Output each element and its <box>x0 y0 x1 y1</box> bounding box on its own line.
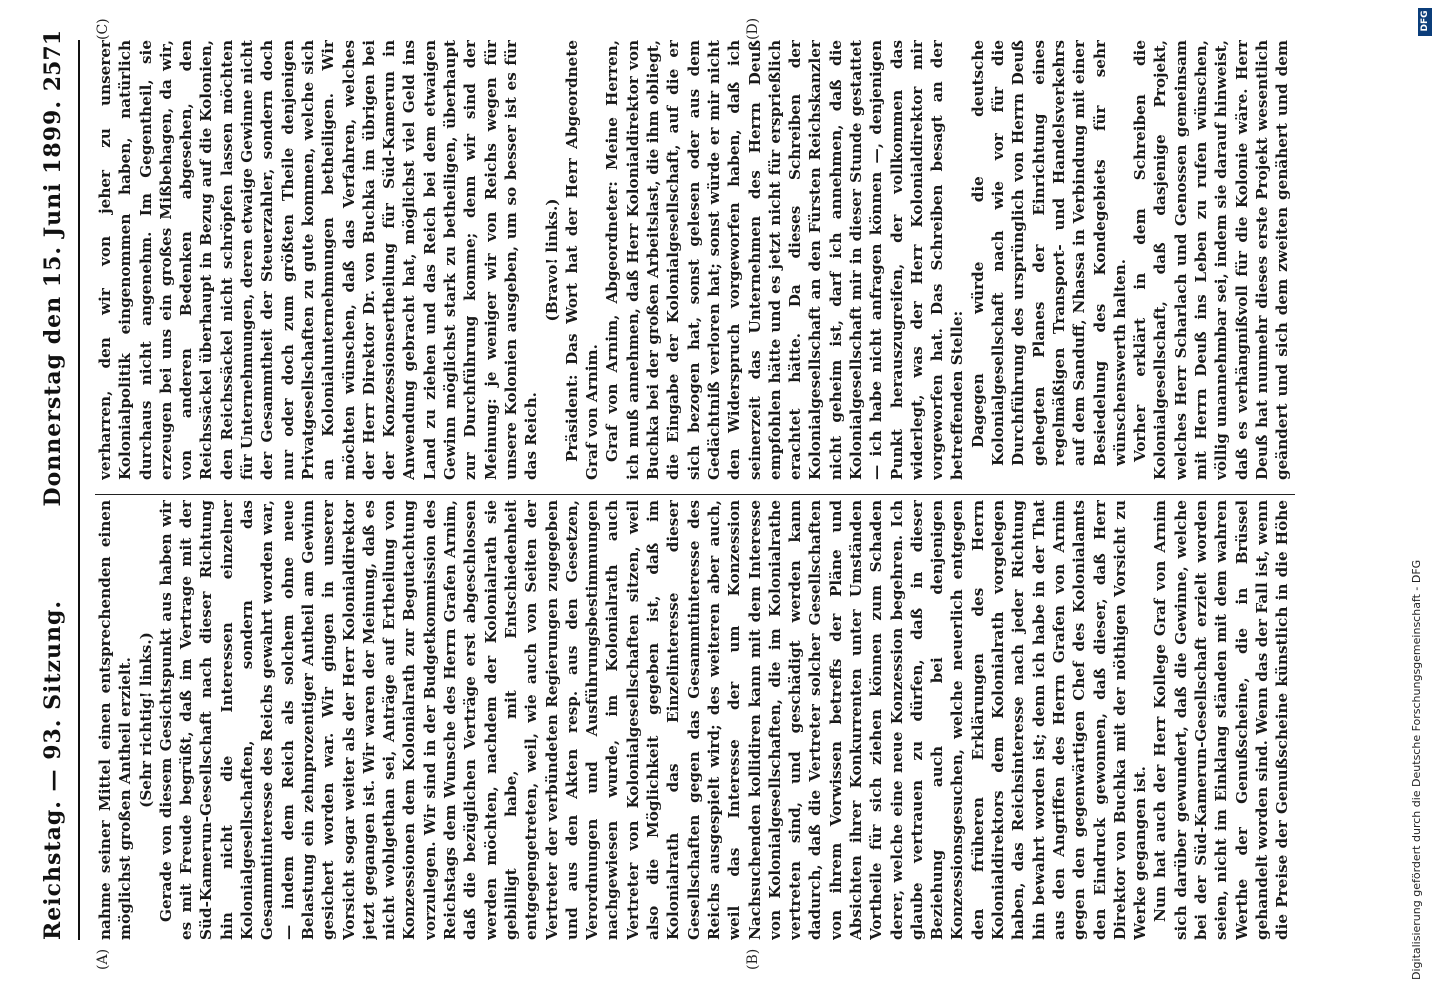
margin-marker-c: (C) <box>95 18 111 40</box>
page-number: 2571 <box>40 30 66 92</box>
margin-marker-b: (B) <box>745 948 761 970</box>
quotation: Dagegen würde die deutsche Kolonialgesellschaft nach wie vor für die Durchführung des ursprünglich von Herrn Deuß gehegten Planes der Einrichtung eines regelmäßigen Transport- und Handelsverkehrs auf dem Sanduff, Nhassa in Verbindung mit einer Besiedelung des Kondegebiets für sehr wünschenswerth halten. <box>968 40 1129 466</box>
interjection: (Sehr richtig! links.) <box>136 632 155 808</box>
paragraph: Präsident: Das Wort hat der Herr Abgeordnete Graf von Arnim. <box>562 40 602 480</box>
margin-marker-d: (D) <box>745 17 761 40</box>
paragraph: Gerade von diesem Gesichtspunkt aus haben wir es mit Freude begrüßt, daß im Vertrage mit der Süd-Kamerun-Gesellschaft nach dieser Richtung hin nicht die Interessen einzelner Kolonialgesellschaften, sondern das Gesammtinteresse des Reichs gewahrt worden war, — indem dem Reich als solchem ohne neue Belastung ein zehnprozentiger Antheil am Gewinn gesichert worden war. Wir gingen in unserer Vorsicht sogar weiter als der Herr Kolonialdirektor jetzt gegangen ist. Wir waren der Meinung, daß es nicht wohlgethan sei, Anträge auf Ertheilung von Konzessionen dem Kolonialrath zur Begutachtung vorzulegen. Wir sind in der Budgetkommission des Reichstags dem Wunsche des Herrn Grafen Arnim, daß die bezüglichen Verträge erst abgeschlossen werden möchten, nachdem der Kolonialrath sie gebilligt habe, mit Entschiedenheit entgegengetreten, weil, wie auch von Seiten der Vertreter der verbündeten Regierungen zugegeben und aus den Akten resp. aus den Gesetzen, Verordnungen und Ausführungsbestimmungen nachgewiesen wurde, im Kolonialrath auch Vertreter von Kolonialgesellschaften sitzen, weil also die Möglichkeit gegeben ist, daß im Kolonialrath das Einzelinteresse dieser Gesellschaften gegen das Gesammtinteresse des Reichs ausgespielt wird; des weiteren aber auch, weil das Interesse der um Konzession Nachsuchenden kollidiren kann mit dem Interesse von Kolonialgesellschaften, die im Kolonialrathe vertreten sind, und geschädigt werden kann dadurch, daß die Vertreter solcher Gesellschaften von ihrem Vorwissen betreffs der Pläne und Absichten ihrer Konkurrenten unter Umständen Vortheile für sich ziehen können zum Schaden derer, welche eine neue Konzession begehren. Ich glaube vertrauen zu dürfen, daß in dieser Beziehung auch bei denjenigen Konzessionsgesuchen, welche neuerlich entgegen den früheren Erklärungen des Herrn Kolonialdirektors dem Kolonialrath vorgelegen haben, das Reichsinteresse nach jeder Richtung hin bewahrt worden ist; denn ich habe in der That aus den Angriffen des Herrn Grafen von Arnim gegen den gegenwärtigen Chef des Kolonialamts den Eindruck gewonnen, daß dieser, daß Herr Direktor von Buchka mit der nöthigen Vorsicht zu Werke gegangen ist. <box>156 500 1150 940</box>
paragraph: nahme seiner Mittel einen entsprechenden einen möglichst großen Antheil erzielt. <box>96 500 135 940</box>
right-column <box>95 40 1295 480</box>
header-left: Reichstag. — 93. Sitzung. <box>40 599 66 940</box>
running-head <box>40 30 74 940</box>
dfg-logo <box>1418 8 1432 36</box>
header-right: Donnerstag den 15. Juni 1899. <box>40 100 66 507</box>
interjection: (Bravo! links.) <box>542 198 561 322</box>
paragraph: Nun hat auch der Herr Kollege Graf von Arnim sich darüber gewundert, daß die Gewinne, welche bei der Süd-Kamerun-Gesellschaft erzielt worden seien, nicht im Einklang ständen mit dem wahren Werthe der Genußscheine, die in Brüssel gehandelt worden sind. Wenn das der Fall ist, wenn die Preise der Genußscheine künstlich in die Höhe <box>1151 500 1292 940</box>
dfg-logo-text: DFG <box>1420 10 1430 32</box>
paragraph: verharren, den wir von jeher zu unserer Kolonialpolitik eingenommen haben, natürlich durchaus nicht angenehm. Im Gegentheil, sie erzeugen bei uns ein großes Mißbehagen, da wir, von anderen Bedenken abgesehen, den Reichssäckel überhaupt in Bezug auf die Kolonien, den Reichssäckel nicht schröpfen lassen möchten für Unternehmungen, deren etwaige Gewinne nicht der Gesammtheit der Steuerzahler, sondern doch nur oder doch zum größten Theile denjenigen Privatgesellschaften zu gute kommen, welche sich an Kolonialunternehmungen betheiligen. Wir möchten wünschen, daß das Verfahren, welches der Herr Direktor Dr. von Buchka im übrigen bei der Konzessionsertheilung für Süd-Kamerun in Anwendung gebracht hat, möglichst viel Geld ins Land zu ziehen und das Reich bei dem etwaigen Gewinn möglichst stark zu betheiligen, überhaupt zur Durchführung komme; denn wir sind der Meinung: je weniger wir von Reichs wegen für unsere Kolonien ausgeben, um so besser ist es für das Reich. <box>96 40 541 480</box>
paragraph: Vorher erklärt in dem Schreiben die Kolonialgesellschaft, daß dasjenige Projekt, welches Herr Scharlach und Genossen gemeinsam mit Herrn Deuß ins Leben zu rufen wünschen, völlig unannehmbar sei, indem sie darauf hinweist, daß es verhängnißvoll für die Kolonie wäre. Herr Deuß hat nunmehr dieses erste Projekt wesentlich geändert und sich dem zweiten genähert und dem <box>1131 40 1292 480</box>
column-separator <box>95 494 1295 495</box>
header-rule <box>78 40 80 940</box>
margin-marker-a: (A) <box>95 948 111 970</box>
digitization-note: Digitalisierung gefördert durch die Deutsche Forschungsgemeinschaft - DFG <box>1410 559 1423 980</box>
paragraph: Graf von Arnim, Abgeordneter: Meine Herren, ich muß annehmen, daß Herr Kolonialdirektor von Buchka bei der großen Arbeitslast, die ihm obliegt, die Eingabe der Kolonialgesellschaft, auf die er sich bezogen hat, sonst gelesen oder aus dem Gedächtniß verloren hat; sonst würde er mir nicht den Widerspruch vorgeworfen haben, daß ich seinerzeit das Unternehmen des Herrn Deuß empfohlen hätte und es jetzt nicht für ersprießlich erachtet hätte. Da dieses Schreiben der Kolonialgesellschaft an den Fürsten Reichskanzler nicht geheim ist, darf ich annehmen, daß die Kolonialgesellschaft mir in dieser Stunde gestattet — ich habe nicht anfragen können —, denjenigen Punkt herauszugreifen, der vollkommen das widerlegt, was der Herr Kolonialdirektor mir vorgeworfen hat. Das Schreiben besagt an der betreffenden Stelle: <box>603 40 967 480</box>
left-column <box>95 500 1295 940</box>
